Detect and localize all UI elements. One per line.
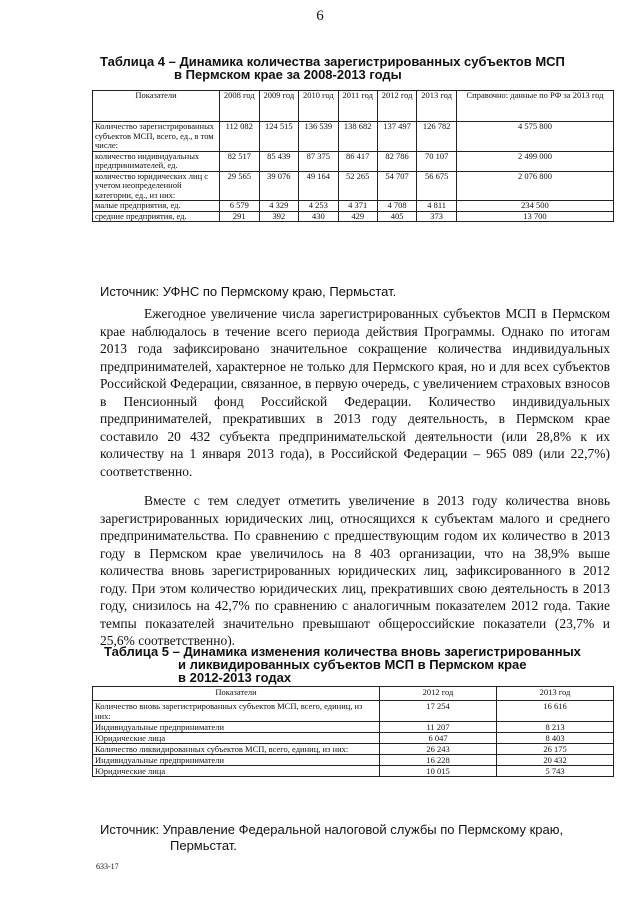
table5-cell: 8 213 bbox=[497, 722, 614, 733]
table5-title bbox=[104, 645, 624, 684]
table4-header-2010: 2010 год bbox=[299, 91, 339, 122]
table-row bbox=[93, 211, 614, 222]
table4 bbox=[92, 90, 614, 222]
table5-title-line2: и ликвидированных субъектов МСП в Пермском крае bbox=[178, 657, 527, 672]
table4-cell: 39 076 bbox=[259, 171, 299, 201]
table-row bbox=[93, 722, 614, 733]
table4-source: Источник: УФНС по Пермскому краю, Пермьстат. bbox=[100, 284, 397, 299]
table4-cell: 429 bbox=[338, 211, 377, 222]
table4-header-label: Показатели bbox=[93, 91, 220, 122]
table4-cell: 52 265 bbox=[338, 171, 377, 201]
table5-row-label: Количество вновь зарегистрированных субъектов МСП, всего, единиц, из них: bbox=[93, 701, 380, 722]
table5-cell: 26 243 bbox=[380, 744, 497, 755]
table4-header-rf: Справочно: данные по РФ за 2013 год bbox=[456, 91, 613, 122]
table4-cell: 87 375 bbox=[299, 151, 339, 171]
page-number: 6 bbox=[316, 8, 324, 24]
table4-header-2013: 2013 год bbox=[417, 91, 457, 122]
paragraph-2 bbox=[100, 492, 610, 650]
table4-cell: 4 329 bbox=[259, 201, 299, 212]
table4-cell: 137 497 bbox=[377, 122, 417, 152]
table4-header-2008: 2008 год bbox=[220, 91, 260, 122]
table5-row-label: Юридические лица bbox=[93, 766, 380, 777]
table-row bbox=[93, 733, 614, 744]
table5-header-2013: 2013 год bbox=[497, 687, 614, 701]
table5-cell: 8 403 bbox=[497, 733, 614, 744]
table-row bbox=[93, 755, 614, 766]
table4-cell: 291 bbox=[220, 211, 260, 222]
table5-header-2012: 2012 год bbox=[380, 687, 497, 701]
table4-cell: 70 107 bbox=[417, 151, 457, 171]
table5-header-row bbox=[93, 687, 614, 701]
table5-source-line1: Источник: Управление Федеральной налоговой службы по Пермскому краю, bbox=[100, 822, 564, 837]
table4-row-label: средние предприятия, ед. bbox=[93, 211, 220, 222]
table5-row-label: Количество ликвидированных субъектов МСП, всего, единиц, из них: bbox=[93, 744, 380, 755]
table4-cell: 124 515 bbox=[259, 122, 299, 152]
table4-cell: 405 bbox=[377, 211, 417, 222]
table5-cell: 10 015 bbox=[380, 766, 497, 777]
table5-cell: 16 616 bbox=[497, 701, 614, 722]
table5-cell: 6 047 bbox=[380, 733, 497, 744]
table4-cell: 29 565 bbox=[220, 171, 260, 201]
table4-cell: 2 499 000 bbox=[456, 151, 613, 171]
table-row bbox=[93, 744, 614, 755]
table4-header-row bbox=[93, 91, 614, 122]
table5-title-line3: в 2012-2013 годах bbox=[178, 670, 292, 685]
paragraph-1-text: Ежегодное увеличение числа зарегистрированных субъектов МСП в Пермском крае наблюдалось в течение всего периода действия Программы. Однако по итогам 2013 года зафиксировано значительное сокращение количества индивидуальных предпринимателей, характерное не только для Пермского края, но и для всех субъектов Российской Федерации, связанное, в первую очередь, с увеличением страховых взносов в Пенсионный фонд Российской Федерации. Количество индивидуальных предпринимателей, прекративших в 2013 году деятельность, в Пермском крае составило 20 432 субъекта предпринимательской деятельности (или 28,8% к их количеству на 1 января 2013 года), в Российской Федерации – 965 089 (или 22,7%) соответственно. bbox=[100, 306, 610, 479]
table5-cell: 26 175 bbox=[497, 744, 614, 755]
paragraph-1 bbox=[100, 305, 610, 480]
table-row bbox=[93, 171, 614, 201]
table5-row-label: Индивидуальные предприниматели bbox=[93, 755, 380, 766]
table4-cell: 86 417 bbox=[338, 151, 377, 171]
footer-code: 633-17 bbox=[96, 862, 119, 871]
table5-row-label: Юридические лица bbox=[93, 733, 380, 744]
table4-cell: 82 517 bbox=[220, 151, 260, 171]
table4-cell: 373 bbox=[417, 211, 457, 222]
table4-cell: 4 811 bbox=[417, 201, 457, 212]
table4-header-2012: 2012 год bbox=[377, 91, 417, 122]
table5-cell: 17 254 bbox=[380, 701, 497, 722]
table4-cell: 138 682 bbox=[338, 122, 377, 152]
table4-cell: 56 675 bbox=[417, 171, 457, 201]
table4-header-2011: 2011 год bbox=[338, 91, 377, 122]
table4-cell: 392 bbox=[259, 211, 299, 222]
table-row bbox=[93, 701, 614, 722]
table4-cell: 6 579 bbox=[220, 201, 260, 212]
table5 bbox=[92, 686, 614, 777]
table4-row-label: количество индивидуальных предпринимателей, ед. bbox=[93, 151, 220, 171]
table4-title-line1: Таблица 4 – Динамика количества зарегистрированных субъектов МСП bbox=[100, 54, 565, 69]
table5-source bbox=[100, 822, 610, 854]
table5-cell: 16 228 bbox=[380, 755, 497, 766]
table4-cell: 85 439 bbox=[259, 151, 299, 171]
table4-cell: 4 708 bbox=[377, 201, 417, 212]
table5-cell: 5 743 bbox=[497, 766, 614, 777]
table5-row-label: Индивидуальные предприниматели bbox=[93, 722, 380, 733]
table4-cell: 4 371 bbox=[338, 201, 377, 212]
table4-cell: 430 bbox=[299, 211, 339, 222]
table5-header-label: Показатели bbox=[93, 687, 380, 701]
table4-cell: 112 082 bbox=[220, 122, 260, 152]
table4-cell: 13 700 bbox=[456, 211, 613, 222]
table-row bbox=[93, 151, 614, 171]
table4-row-label: количество юридических лиц с учетом неопределенной категории, ед., из них: bbox=[93, 171, 220, 201]
table4-cell: 2 076 800 bbox=[456, 171, 613, 201]
table4-header-2009: 2009 год bbox=[259, 91, 299, 122]
table-row bbox=[93, 766, 614, 777]
table4-cell: 136 539 bbox=[299, 122, 339, 152]
table5-source-line2: Пермьстат. bbox=[170, 838, 237, 853]
table-row bbox=[93, 201, 614, 212]
paragraph-2-text: Вместе с тем следует отметить увеличение в 2013 году количества вновь зарегистрированных юридических лиц, относящихся к субъектам малого и среднего предпринимательства. По сравнению с предшествующим годом их количество в 2013 году в Пермском крае увеличилось на 8 403 организации, что на 38,9% выше количества вновь зарегистрированных юридических лиц, зафиксированного в 2012 году. При этом количество юридических лиц, прекративших свою деятельность в 2013 году, снизилось на 42,7% по сравнению с аналогичным показателем 2012 года. Такие темпы показателей значительно превышают общероссийские показатели (23,7% и 25,6% соответственно). bbox=[100, 493, 610, 648]
table-row bbox=[93, 122, 614, 152]
table4-cell: 54 707 bbox=[377, 171, 417, 201]
table4-title-line2: в Пермском крае за 2008-2013 годы bbox=[174, 67, 402, 82]
table4-cell: 82 786 bbox=[377, 151, 417, 171]
table5-title-line1: Таблица 5 – Динамика изменения количества вновь зарегистрированных bbox=[104, 644, 581, 659]
table4-cell: 234 500 bbox=[456, 201, 613, 212]
table4-cell: 4 253 bbox=[299, 201, 339, 212]
table5-cell: 20 432 bbox=[497, 755, 614, 766]
table5-cell: 11 207 bbox=[380, 722, 497, 733]
table4-title bbox=[100, 55, 620, 81]
table4-cell: 4 575 800 bbox=[456, 122, 613, 152]
table4-row-label: малые предприятия, ед. bbox=[93, 201, 220, 212]
table4-row-label: Количество зарегистрированных субъектов МСП, всего, ед., в том числе: bbox=[93, 122, 220, 152]
table4-cell: 49 164 bbox=[299, 171, 339, 201]
table4-cell: 126 782 bbox=[417, 122, 457, 152]
